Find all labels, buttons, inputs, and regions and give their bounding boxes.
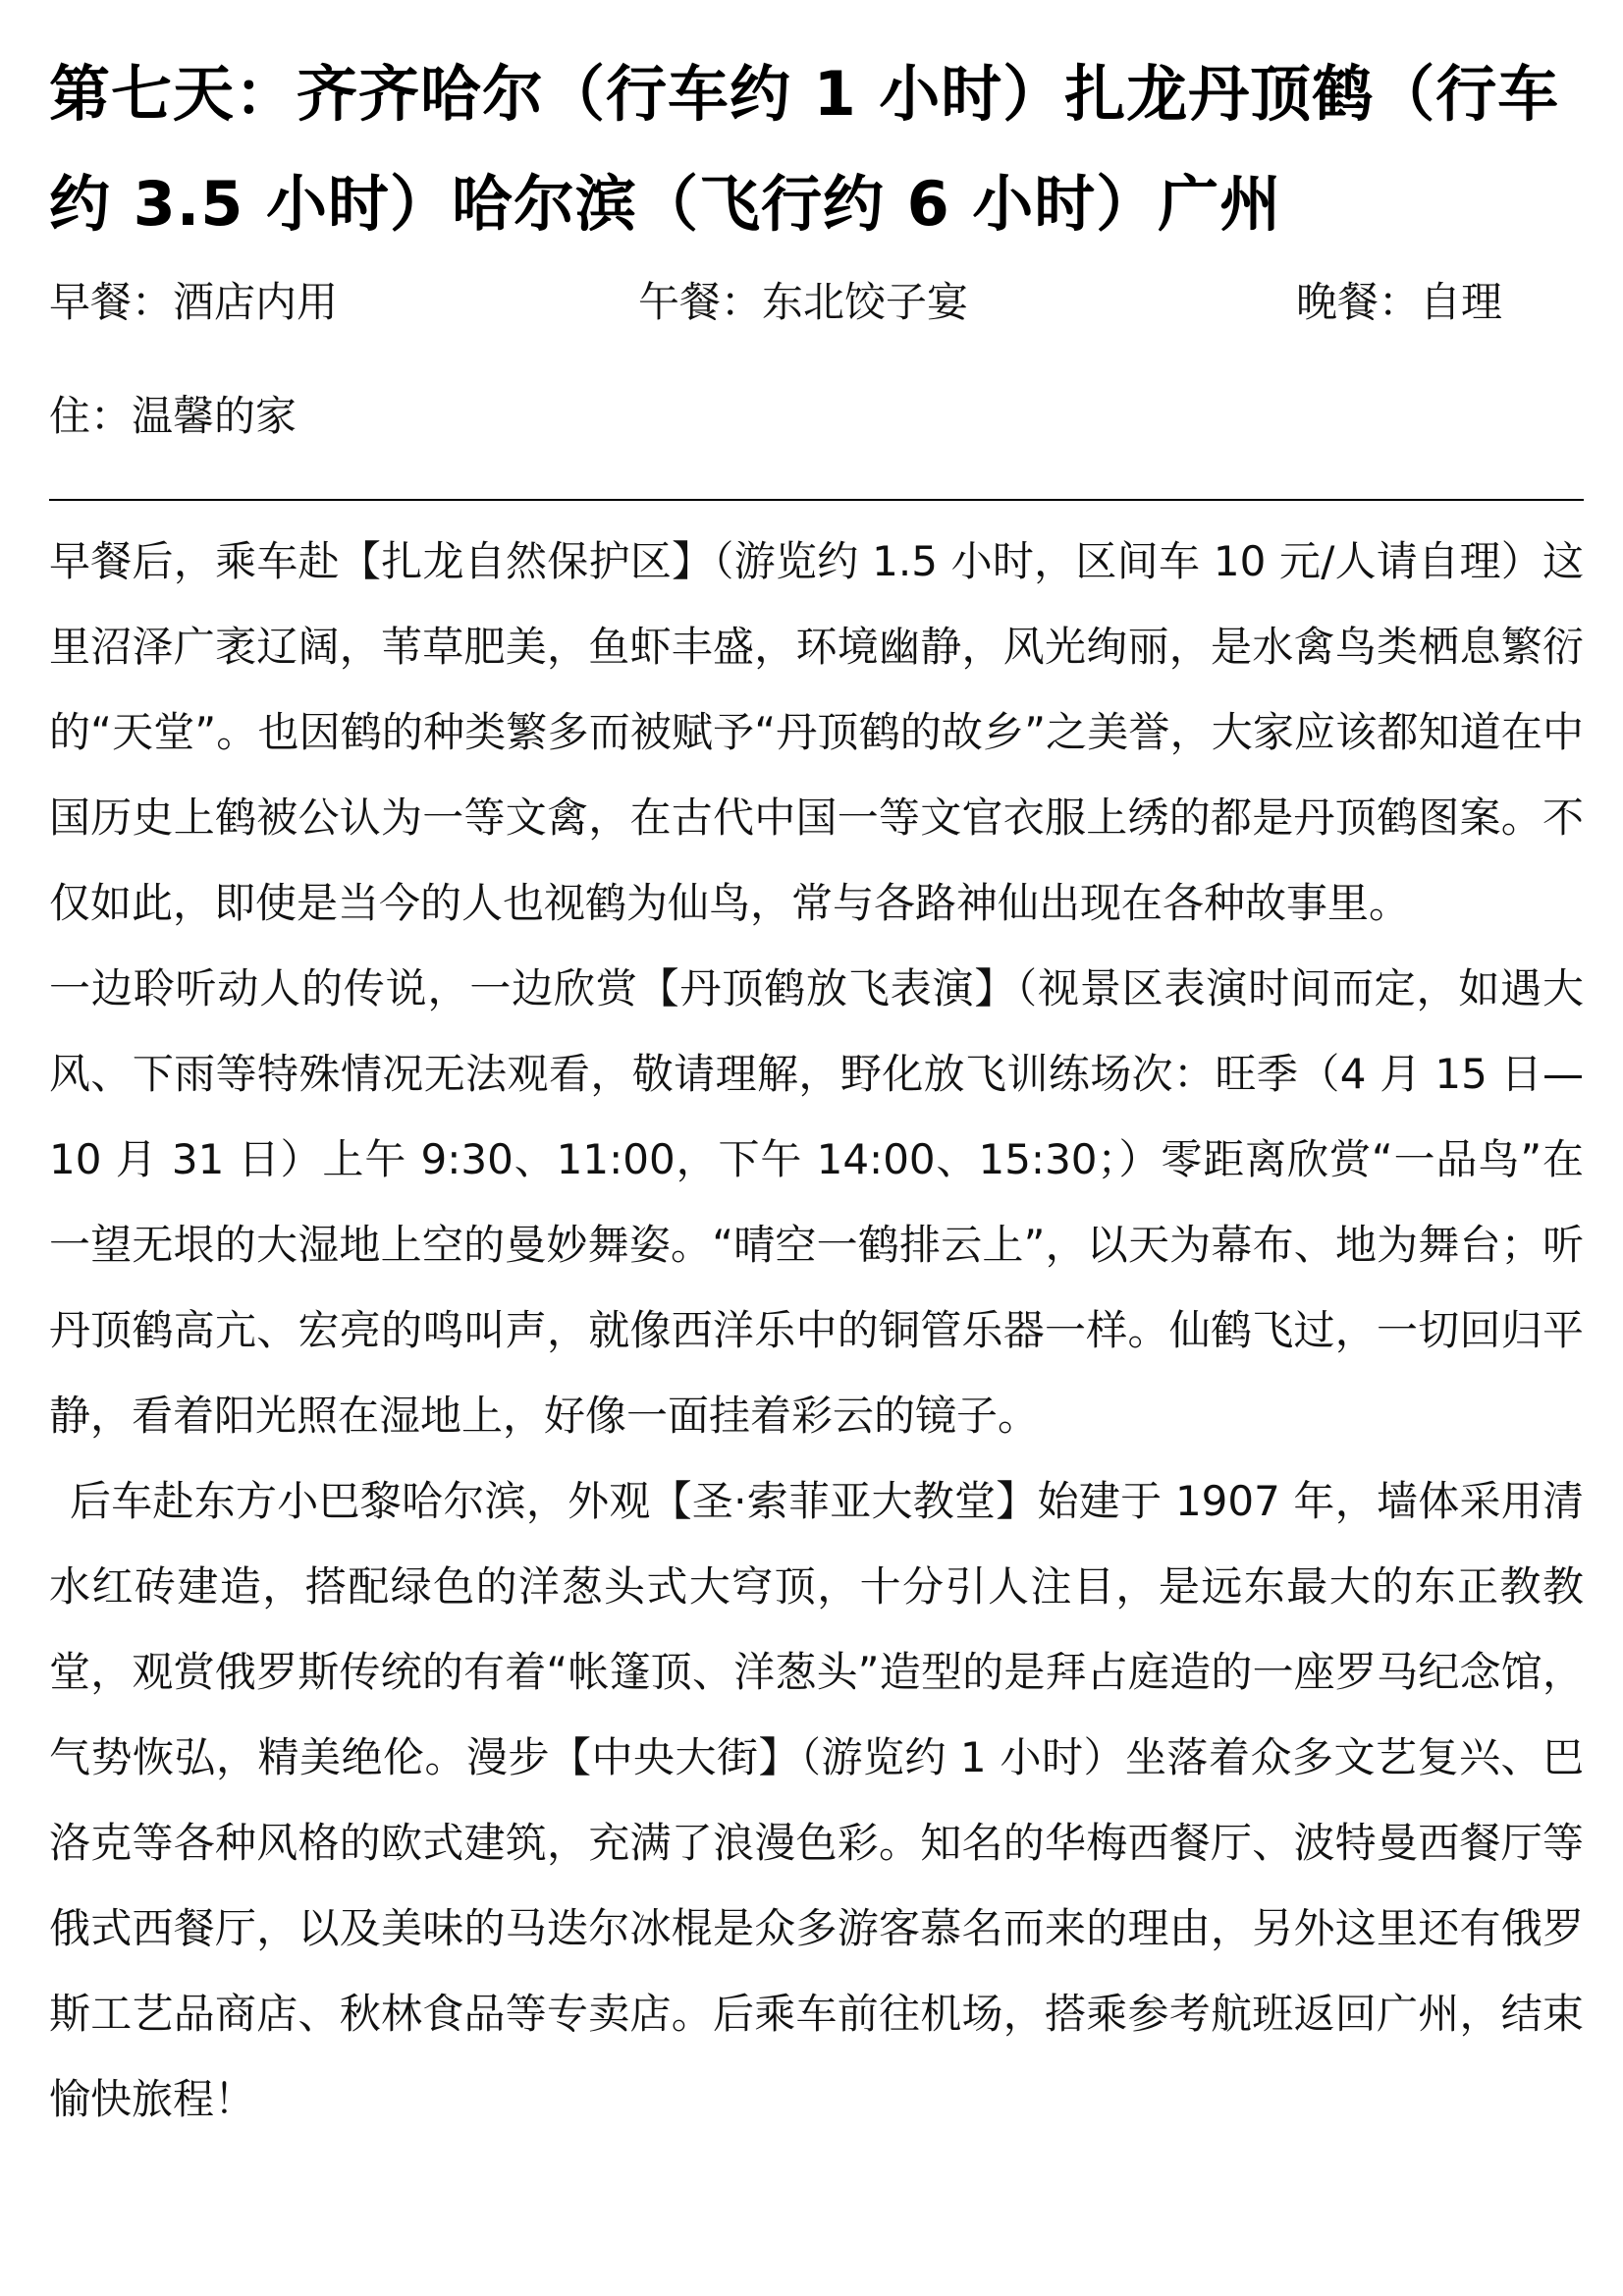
paragraph-zhalong-reserve: 早餐后，乘车赴【扎龙自然保护区】（游览约 1.5 小时，区间车 10 元/人请自理）这里沼泽广袤辽阔，苇草肥美，鱼虾丰盛，环境幽静，风光绚丽，是水禽鸟类栖息繁衍的“天堂”。也因鹤的种类繁多而被赋予“丹顶鹤的故乡”之美誉，大家应该都知道在中国历史上鹤被公认为一等文禽，在古代中国一等文官衣服上绣的都是丹顶鹤图案。不仅如此，即使是当今的人也视鹤为仙鸟，常与各路神仙出现在各种故事里。: [49, 537, 1584, 927]
paragraph-crane-show: 一边聆听动人的传说，一边欣赏【丹顶鹤放飞表演】（视景区表演时间而定，如遇大风、下雨等特殊情况无法观看，敬请理解，野化放飞训练场次：旺季（4 月 15 日—10 月 31 日）上午 9:30、11:00，下午 14:00、15:30；）零距离欣赏“一品鸟”在一望无垠的大湿地上空的曼妙舞姿。“晴空一鹤排云上”，以天为幕布、地为舞台；听丹顶鹤高亢、宏亮的鸣叫声，就像西洋乐中的铜管乐器一样。仙鹤飞过，一切回归平静，看着阳光照在湿地上，好像一面挂着彩云的镜子。: [49, 964, 1585, 1440]
lodging-info: 住：温馨的家: [49, 392, 298, 440]
paragraph-harbin-return: 后车赴东方小巴黎哈尔滨，外观【圣·索菲亚大教堂】始建于 1907 年，墙体采用清水红砖建造，搭配绿色的洋葱头式大穹顶，十分引人注目，是远东最大的东正教教堂，观赏俄罗斯传统的有着“帐篷顶、洋葱头”造型的是拜占庭造的一座罗马纪念馆，气势恢弘，精美绝伦。漫步【中央大街】（游览约 1 小时）坐落着众多文艺复兴、巴洛克等各种风格的欧式建筑，充满了浪漫色彩。知名的华梅西餐厅、波特曼西餐厅等俄式西餐厅，以及美味的马迭尔冰棍是众多游客慕名而来的理由，另外这里还有俄罗斯工艺品商店、秋林食品等专卖店。后乘车前往机场，搭乘参考航班返回广州，结束愉快旅程！: [49, 1477, 1584, 2123]
lunch-info: 午餐：东北饺子宴: [638, 278, 969, 326]
itinerary-page: [49, 39, 1584, 2142]
itinerary-body: [49, 519, 1584, 2142]
dinner-info: 晚餐：自理: [1296, 278, 1503, 326]
breakfast-info: 早餐：酒店内用: [49, 278, 339, 326]
section-divider: [49, 499, 1584, 501]
meals-row: [49, 265, 1584, 340]
day-title: 第七天：齐齐哈尔（行车约 1 小时）扎龙丹顶鹤（行车约 3.5 小时）哈尔滨（飞行约 6 小时）广州: [49, 58, 1560, 240]
